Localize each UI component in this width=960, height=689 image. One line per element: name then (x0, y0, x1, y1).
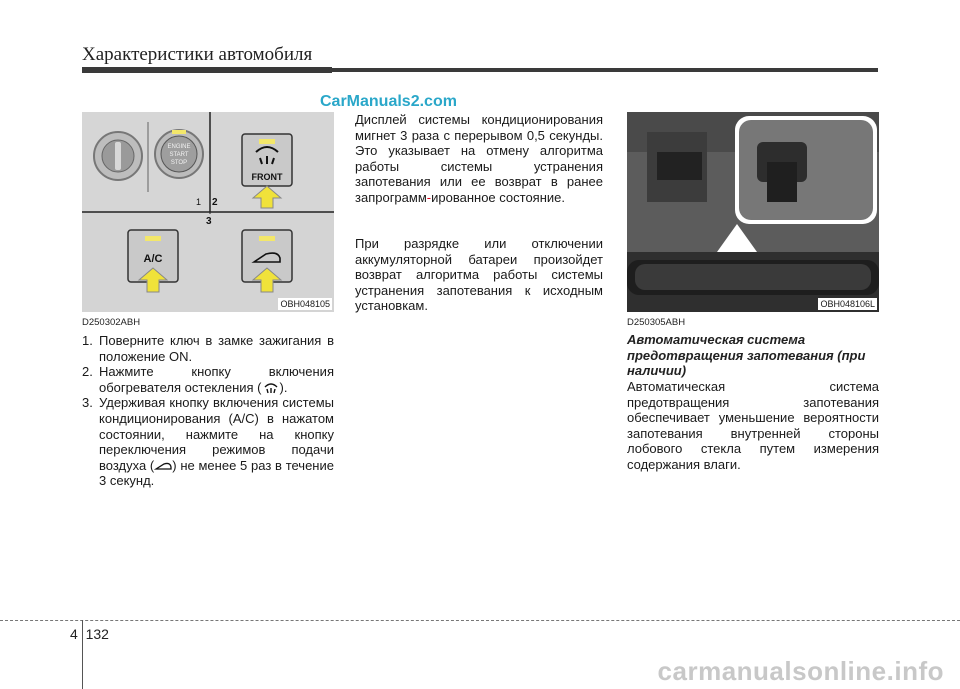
front-button-label: FRONT (251, 172, 283, 182)
list-item (82, 395, 334, 489)
list-item (82, 333, 334, 364)
step-text: ). (279, 379, 288, 395)
paragraph-text: Дисплей системы кондиционирования мигнет 3 раза с перерывом 0,5 секунды. Это указывает на отмену алгоритма работы системы устранения запотевания или ее возврат в ранее запрограмм (355, 112, 603, 205)
steps-list (82, 333, 334, 489)
paragraph (355, 112, 603, 206)
page-number (70, 626, 109, 642)
paragraph-text: ированное состояние. (431, 189, 566, 205)
list-item (82, 364, 334, 395)
start-button-text: ENGINE (167, 144, 191, 150)
section-title: Автоматическая система предотвращения запотевания (при наличии) (627, 332, 866, 379)
step-text: ) не менее 5 раз в течение 3 секунд. (99, 457, 334, 489)
step-text: Удерживая кнопку включения системы кондиционирования (A/C) в нажатом состоянии, нажмите на кнопку переключения режимов подачи воздуха ( (99, 395, 334, 473)
step-number: 3. (82, 395, 93, 411)
figure-label: OBH048105 (280, 299, 330, 309)
start-button-text: STOP (170, 160, 188, 166)
watermark-top: CarManuals2.com (320, 93, 457, 110)
section-code: D250302ABH (82, 317, 141, 328)
paragraph: Автоматическая система предотвращения запотевания обеспечивает уменьшение вероятности запотевания внутренней стороны лобового стекла путем измерения содержания влаги. (627, 379, 879, 472)
step-text: Поверните ключ в замке зажигания в положение ON. (99, 333, 334, 364)
marker-1: 1 (196, 197, 202, 207)
controls-illustration (82, 112, 334, 312)
defrost-icon (262, 382, 280, 394)
section-code: D250305ABH (627, 317, 686, 328)
mirror-sensor-illustration (627, 112, 879, 312)
header-rule-accent (82, 67, 332, 73)
page-number-value: 132 (85, 626, 109, 642)
step-number: 2. (82, 364, 93, 380)
paragraph: При разрядке или отключении аккумуляторной батареи произойдет возврат алгоритма работы системы устранения запотевания к исходным установкам. (355, 236, 603, 314)
footer-rule (0, 620, 960, 621)
watermark-bottom: carmanualsonline.info (657, 656, 944, 686)
marker-2: 2 (212, 197, 218, 208)
marker-3: 3 (206, 216, 212, 227)
figure-mirror (627, 112, 879, 312)
step-number: 1. (82, 333, 93, 348)
ac-button-label: A/C (143, 253, 163, 265)
hyphen-mark: - (426, 189, 432, 205)
step-text: Нажмите кнопку включения обогревателя остекления ( (99, 364, 334, 395)
start-button-text: START (169, 152, 189, 158)
figure-controls (82, 112, 334, 312)
recirculation-icon (154, 460, 172, 472)
figure-label: OBH048106L (820, 299, 875, 309)
section-number: 4 (70, 626, 78, 642)
header-title: Характеристики автомобиля (82, 44, 313, 65)
